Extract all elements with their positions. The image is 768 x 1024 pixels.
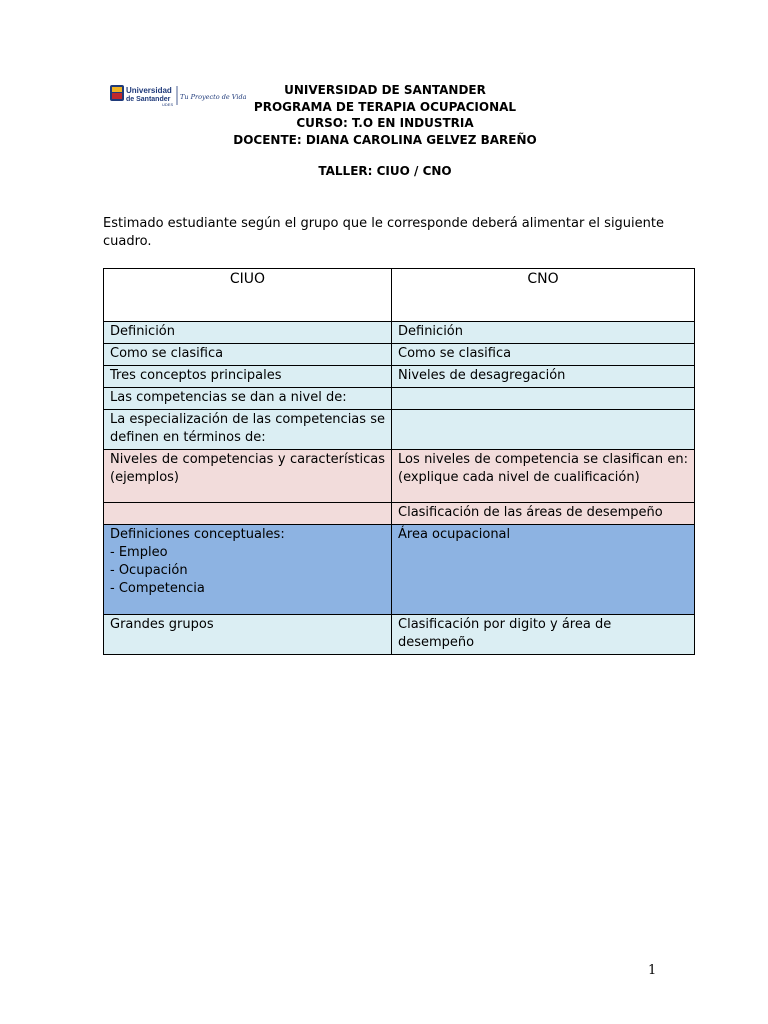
header-ciuo: CIUO bbox=[104, 269, 392, 322]
cell-right[interactable]: Definición bbox=[392, 322, 695, 344]
ciuo-cno-table bbox=[103, 268, 695, 655]
header-cno: CNO bbox=[392, 269, 695, 322]
table-row bbox=[104, 615, 695, 655]
logo-name-line2: de Santander bbox=[126, 96, 171, 103]
definitions-title: Definiciones conceptuales: bbox=[110, 527, 285, 542]
definition-item: - Competencia bbox=[110, 581, 205, 596]
cell-left[interactable] bbox=[104, 525, 392, 615]
cell-left[interactable] bbox=[104, 503, 392, 525]
cell-left[interactable]: Definición bbox=[104, 322, 392, 344]
table-row bbox=[104, 503, 695, 525]
cell-left[interactable]: La especialización de las competencias se definen en términos de: bbox=[104, 410, 392, 450]
definition-item: - Ocupación bbox=[110, 563, 188, 578]
cell-right[interactable]: Clasificación por digito y área de desempeño bbox=[392, 615, 695, 655]
table-row bbox=[104, 322, 695, 344]
table-row bbox=[104, 450, 695, 503]
table-row bbox=[104, 388, 695, 410]
document-header bbox=[180, 82, 590, 148]
logo-tagline: Tu Proyecto de Vida bbox=[180, 93, 247, 101]
cell-right[interactable]: Clasificación de las áreas de desempeño bbox=[392, 503, 695, 525]
intro-paragraph: Estimado estudiante según el grupo que le corresponde deberá alimentar el siguiente cuadro. bbox=[103, 216, 664, 249]
table-row bbox=[104, 366, 695, 388]
cell-right[interactable] bbox=[392, 388, 695, 410]
table-header-row bbox=[104, 269, 695, 322]
header-university: UNIVERSIDAD DE SANTANDER bbox=[284, 83, 486, 97]
definition-item: - Empleo bbox=[110, 545, 168, 560]
table-row bbox=[104, 525, 695, 615]
table-row bbox=[104, 410, 695, 450]
logo-name-line1: Universidad bbox=[126, 86, 172, 95]
cell-left[interactable]: Las competencias se dan a nivel de: bbox=[104, 388, 392, 410]
header-program: PROGRAMA DE TERAPIA OCUPACIONAL bbox=[253, 99, 517, 114]
cell-left[interactable]: Grandes grupos bbox=[104, 615, 392, 655]
cell-left[interactable]: Niveles de competencias y características (ejemplos) bbox=[104, 450, 392, 503]
cell-left[interactable]: Tres conceptos principales bbox=[104, 366, 392, 388]
header-course: CURSO: T.O EN INDUSTRIA bbox=[296, 116, 474, 130]
cell-right[interactable]: Niveles de desagregación bbox=[392, 366, 695, 388]
cell-right[interactable]: Como se clasifica bbox=[392, 344, 695, 366]
cell-right[interactable]: Los niveles de competencia se clasifican en: (explique cada nivel de cualificación) bbox=[392, 450, 695, 503]
table-row bbox=[104, 344, 695, 366]
page-number: 1 bbox=[648, 963, 657, 978]
workshop-title: TALLER: CIUO / CNO bbox=[318, 164, 452, 178]
cell-left[interactable]: Como se clasifica bbox=[104, 344, 392, 366]
logo-sub: UDES bbox=[162, 102, 174, 107]
cell-right[interactable]: Área ocupacional bbox=[392, 525, 695, 615]
header-teacher: DOCENTE: DIANA CAROLINA GELVEZ BAREÑO bbox=[233, 132, 537, 147]
cell-right[interactable] bbox=[392, 410, 695, 450]
